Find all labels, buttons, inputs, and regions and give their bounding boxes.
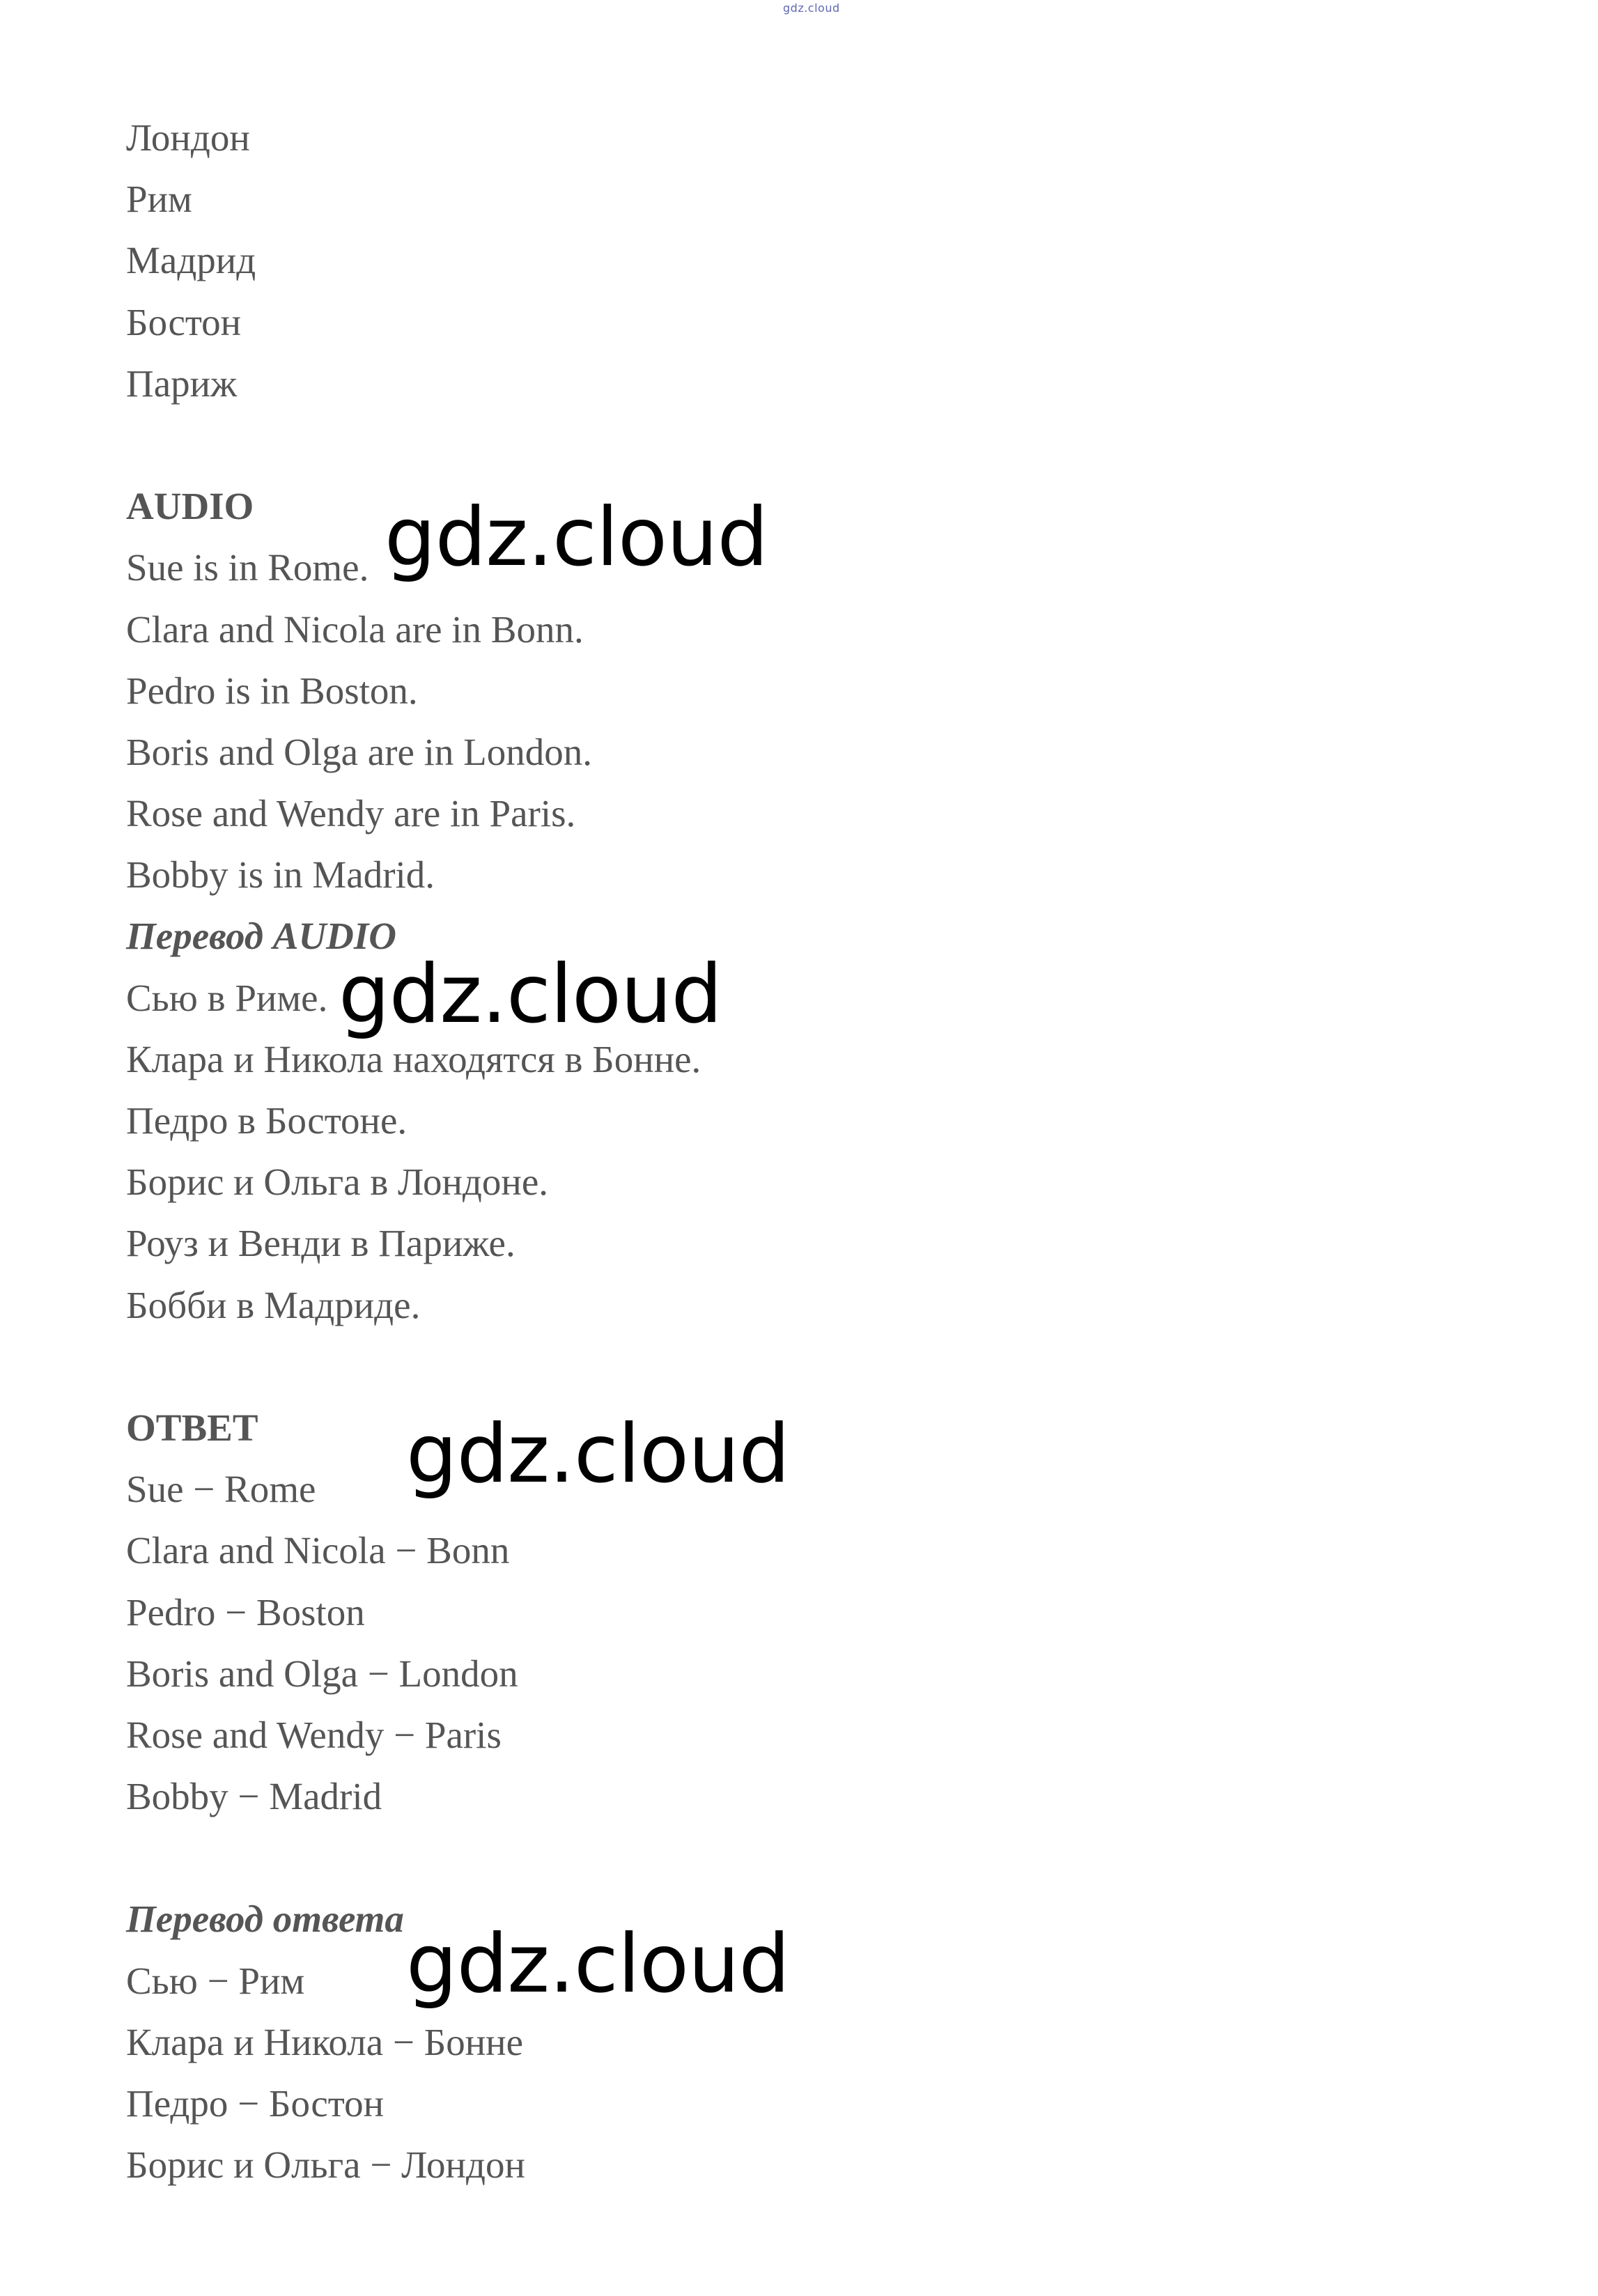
audio-line: Rose and Wendy are in Paris. xyxy=(126,792,576,835)
watermark-logo: gdz.cloud xyxy=(406,1917,790,2011)
answer-translation-line: Борис и Ольга − Лондон xyxy=(126,2143,525,2187)
answer-translation-heading: Перевод ответа xyxy=(126,1898,404,1941)
audio-translation-line: Борис и Ольга в Лондоне. xyxy=(126,1161,548,1204)
answer-heading: ОТВЕТ xyxy=(126,1406,258,1449)
answer-translation-line: Педро − Бостон xyxy=(126,2082,385,2125)
audio-translation-line: Клара и Никола находятся в Бонне. xyxy=(126,1037,701,1080)
answer-line: Rose and Wendy − Paris xyxy=(126,1713,502,1756)
answer-line: Clara and Nicola − Bonn xyxy=(126,1529,510,1572)
city-item: Рим xyxy=(126,178,192,221)
audio-line: Pedro is in Boston. xyxy=(126,669,418,712)
city-item: Мадрид xyxy=(126,239,256,282)
city-item: Лондон xyxy=(126,116,250,159)
audio-heading: AUDIO xyxy=(126,485,254,528)
audio-translation-line: Сью в Риме. xyxy=(126,976,328,1019)
audio-translation-line: Роуз и Венди в Париже. xyxy=(126,1222,515,1265)
header-site-mark: gdz.cloud xyxy=(783,1,840,15)
audio-translation-line: Бобби в Мадриде. xyxy=(126,1283,421,1326)
answer-line: Sue − Rome xyxy=(126,1468,316,1511)
section-spacer xyxy=(126,1336,1450,1397)
answer-line: Bobby − Madrid xyxy=(126,1775,382,1818)
audio-line: Sue is in Rome. xyxy=(126,546,369,589)
document-body xyxy=(126,107,1450,2196)
answer-line: Pedro − Boston xyxy=(126,1590,365,1634)
audio-translation-line: Педро в Бостоне. xyxy=(126,1099,408,1142)
audio-line: Boris and Olga are in London. xyxy=(126,730,593,773)
audio-line: Clara and Nicola are in Bonn. xyxy=(126,607,584,651)
section-spacer xyxy=(126,1827,1450,1888)
city-item: Париж xyxy=(126,362,238,405)
answer-line: Boris and Olga − London xyxy=(126,1652,518,1695)
watermark-logo: gdz.cloud xyxy=(385,490,768,584)
city-list xyxy=(126,107,1450,414)
watermark-logo: gdz.cloud xyxy=(406,1407,790,1501)
section-spacer xyxy=(126,414,1450,476)
audio-section xyxy=(126,476,1450,906)
answer-translation-line: Клара и Никола − Бонне xyxy=(126,2020,523,2063)
watermark-logo: gdz.cloud xyxy=(339,947,722,1041)
city-item: Бостон xyxy=(126,300,242,343)
audio-translation-section xyxy=(126,906,1450,1335)
audio-translation-heading: Перевод AUDIO xyxy=(126,915,397,958)
audio-line: Bobby is in Madrid. xyxy=(126,853,435,897)
answer-translation-line: Сью − Рим xyxy=(126,1959,305,2002)
